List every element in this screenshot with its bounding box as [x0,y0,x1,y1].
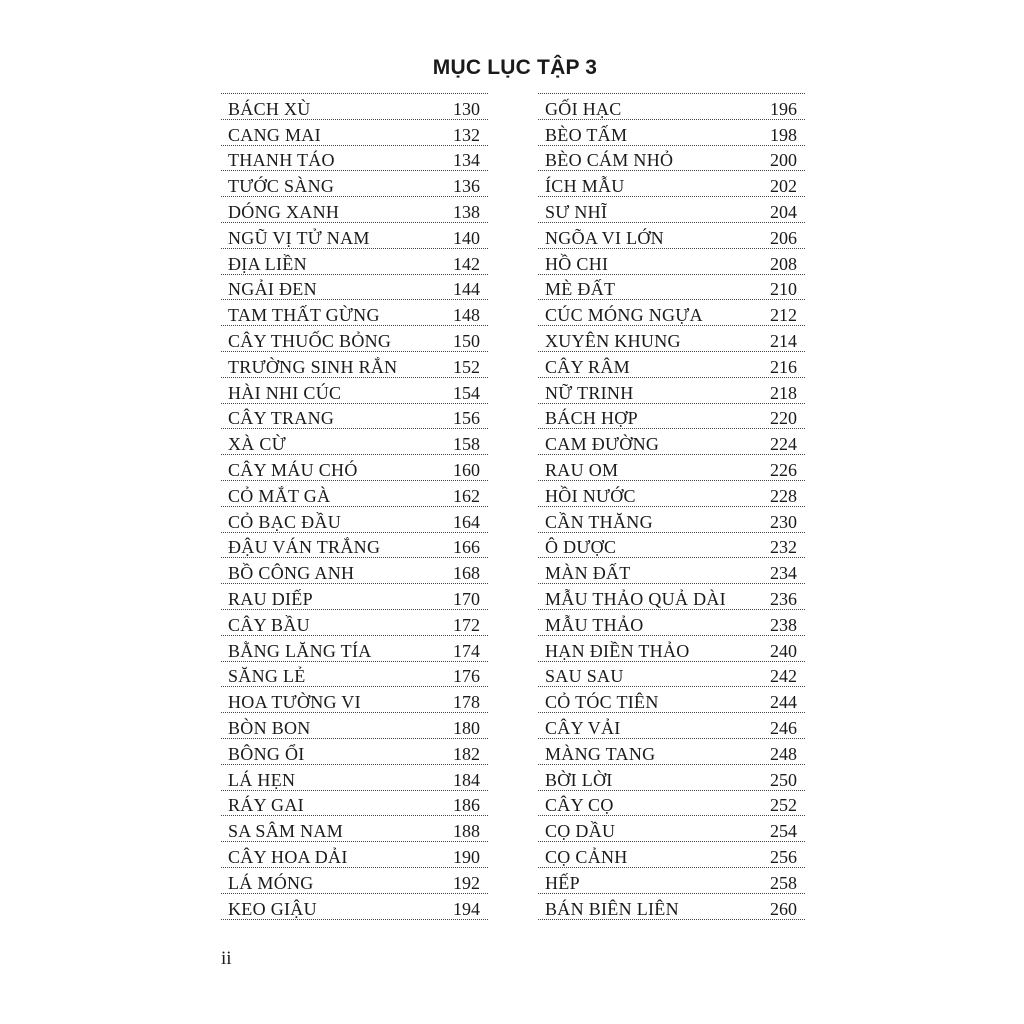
toc-entry-name: CÂY MÁU CHÓ [228,459,358,480]
toc-entry [221,558,488,584]
toc-entry [221,816,488,842]
toc-entry-name: ĐỊA LIỀN [228,253,307,274]
toc-entry [538,352,805,378]
toc-entry [221,120,488,146]
toc-entry-name: BỜI LỜI [545,769,613,790]
toc-entry [538,816,805,842]
toc-entry [538,610,805,636]
toc-entry-name: CỎ MẮT GÀ [228,485,331,506]
toc-entry-page: 166 [453,537,480,558]
toc-entry-name: BÁN BIÊN LIÊN [545,898,679,919]
toc-entry [538,94,805,120]
toc-entry [538,378,805,404]
toc-entry-name: CÂY TRANG [228,408,335,429]
toc-entry-page: 204 [770,201,797,222]
toc-entry-page: 174 [453,640,480,661]
toc-entry-page: 230 [770,511,797,532]
toc-entry [221,533,488,559]
toc-entry-page: 180 [453,717,480,738]
toc-entry [221,249,488,275]
toc-entry-name: ÍCH MẪU [545,176,625,197]
toc-entry-name: HỒI NƯỚC [545,485,636,506]
toc-entry [221,275,488,301]
toc-entry [538,842,805,868]
toc-entry-name: CỎ TÓC TIÊN [545,692,659,713]
toc-entry-page: 246 [770,717,797,738]
toc-entry [221,146,488,172]
toc-entry-name: MÀNG TANG [545,743,656,764]
toc-entry-name: RÁY GAI [228,795,304,816]
toc-entry [221,584,488,610]
toc-entry-name: MÈ ĐẤT [545,279,616,300]
toc-entry-page: 140 [453,227,480,248]
toc-entry-page: 220 [770,408,797,429]
toc-entry-name: SA SÂM NAM [228,821,344,842]
toc-left-column [221,93,488,920]
toc-entry-name: CÂY RÂM [545,356,630,377]
toc-entry-page: 244 [770,692,797,713]
toc-entry-name: HẾP [545,872,580,893]
toc-entry-page: 198 [770,124,797,145]
toc-entry [538,455,805,481]
toc-entry [538,429,805,455]
toc-entry-page: 148 [453,305,480,326]
toc-entry-name: SAU SAU [545,666,624,687]
toc-entry-name: NGŨ VỊ TỬ NAM [228,227,370,248]
toc-entry [538,120,805,146]
toc-entry-name: CỎ BẠC ĐẦU [228,511,342,532]
page-title: MỤC LỤC TẬP 3 [432,56,598,79]
toc-entry [221,662,488,688]
toc-entry-page: 228 [770,485,797,506]
toc-entry [538,223,805,249]
toc-entry [221,352,488,378]
toc-entry [221,223,488,249]
toc-entry-name: GỐI HẠC [545,98,622,119]
toc-entry-page: 252 [770,795,797,816]
toc-entry-page: 192 [453,872,480,893]
toc-entry [538,197,805,223]
toc-entry [221,429,488,455]
toc-entry-page: 242 [770,666,797,687]
toc-entry-page: 210 [770,279,797,300]
toc-entry-page: 158 [453,434,480,455]
toc-entry-name: NỮ TRINH [545,382,634,403]
toc-entry-page: 144 [453,279,480,300]
toc-entry [221,171,488,197]
toc-entry [221,94,488,120]
toc-entry [221,765,488,791]
toc-entry-name: SĂNG LẺ [228,666,306,687]
toc-entry [538,171,805,197]
toc-entry-name: CANG MAI [228,124,321,145]
toc-entry [538,584,805,610]
toc-entry [538,868,805,894]
toc-entry-name: CÂY VẢI [545,717,621,738]
toc-entry [221,197,488,223]
toc-entry-name: LÁ MÓNG [228,872,314,893]
toc-entry-name: RAU OM [545,459,619,480]
toc-entry-name: HỒ CHI [545,253,609,274]
toc-entry [538,326,805,352]
toc-entry [538,739,805,765]
toc-entry [221,507,488,533]
toc-entry-name: CÂY THUỐC BỎNG [228,330,392,351]
toc-entry-page: 136 [453,176,480,197]
toc-entry-page: 216 [770,356,797,377]
toc-entry-page: 172 [453,614,480,635]
toc-entry [221,455,488,481]
toc-entry-name: HOA TƯỜNG VI [228,692,361,713]
toc-entry-name: LÁ HẸN [228,769,296,790]
toc-entry-name: RAU DIẾP [228,588,313,609]
toc-entry [538,636,805,662]
toc-entry [221,300,488,326]
toc-entry-page: 190 [453,846,480,867]
toc-entry-name: HÀI NHI CÚC [228,382,342,403]
toc-entry-name: KEO GIẬU [228,898,317,919]
toc-entry-name: CAM ĐƯỜNG [545,434,660,455]
toc-entry [221,739,488,765]
toc-entry-page: 138 [453,201,480,222]
toc-entry-page: 218 [770,382,797,403]
toc-entry [221,868,488,894]
toc-entry-page: 206 [770,227,797,248]
toc-entry-name: NGÕA VI LỚN [545,227,664,248]
toc-entry-page: 132 [453,124,480,145]
toc-entry [538,404,805,430]
toc-entry-name: BÈO CÁM NHỎ [545,150,674,171]
toc-entry-page: 188 [453,821,480,842]
toc-entry-name: Ô DƯỢC [545,537,617,558]
toc-entry-page: 236 [770,588,797,609]
toc-entry-page: 170 [453,588,480,609]
toc-entry [538,533,805,559]
toc-entry [221,791,488,817]
toc-entry-page: 164 [453,511,480,532]
toc-entry-name: ĐẬU VÁN TRẮNG [228,537,381,558]
toc-entry-name: SƯ NHĨ [545,201,608,222]
toc-entry-page: 212 [770,305,797,326]
toc-entry-page: 256 [770,846,797,867]
toc-entry-page: 200 [770,150,797,171]
toc-entry-name: BÔNG ỔI [228,743,305,764]
toc-entry-page: 224 [770,434,797,455]
toc-entry-name: CÚC MÓNG NGỰA [545,305,703,326]
toc-entry [221,636,488,662]
toc-entry-name: HẠN ĐIỀN THẢO [545,640,690,661]
toc-entry-page: 250 [770,769,797,790]
toc-entry-name: BỒ CÔNG ANH [228,563,355,584]
toc-entry-page: 134 [453,150,480,171]
toc-entry-page: 154 [453,382,480,403]
toc-entry [221,404,488,430]
toc-entry-name: CẦN THĂNG [545,511,653,532]
toc-entry [538,481,805,507]
toc-entry [221,481,488,507]
toc-entry [538,791,805,817]
toc-entry-page: 260 [770,898,797,919]
toc-entry-name: TƯỚC SÀNG [228,176,335,197]
toc-entry-name: BÁCH HỢP [545,408,638,429]
toc-entry [221,894,488,920]
toc-entry-name: CỌ DẦU [545,821,616,842]
toc-entry-name: DÓNG XANH [228,201,340,222]
toc-entry-page: 178 [453,692,480,713]
toc-entry-name: MẪU THẢO QUẢ DÀI [545,588,726,609]
toc-entry [221,687,488,713]
toc-entry-name: XÀ CỪ [228,434,286,455]
toc-entry-name: BÈO TẤM [545,124,628,145]
toc-entry [538,713,805,739]
toc-entry [538,249,805,275]
toc-entry-page: 238 [770,614,797,635]
toc-entry-page: 214 [770,330,797,351]
toc-entry-name: BẰNG LĂNG TÍA [228,640,372,661]
toc-entry [538,662,805,688]
toc-entry-page: 248 [770,743,797,764]
toc-entry-name: TRƯỜNG SINH RẮN [228,356,398,377]
toc-entry [538,894,805,920]
toc-entry [221,378,488,404]
toc-entry-page: 184 [453,769,480,790]
toc-entry-page: 160 [453,459,480,480]
toc-entry-page: 162 [453,485,480,506]
toc-entry-page: 182 [453,743,480,764]
toc-entry [538,507,805,533]
toc-entry-page: 130 [453,98,480,119]
toc-entry-name: BÒN BON [228,717,311,738]
toc-entry-page: 168 [453,563,480,584]
toc-entry-page: 152 [453,356,480,377]
toc-entry-page: 240 [770,640,797,661]
toc-entry-page: 196 [770,98,797,119]
toc-entry-page: 258 [770,872,797,893]
toc-entry [221,842,488,868]
toc-entry-page: 142 [453,253,480,274]
toc-entry-page: 234 [770,563,797,584]
toc-entry-name: TAM THẤT GỪNG [228,305,380,326]
toc-entry [538,146,805,172]
toc-entry [538,765,805,791]
toc-entry-name: THANH TÁO [228,150,335,171]
toc-entry-name: MÀN ĐẤT [545,563,631,584]
toc-entry [221,326,488,352]
toc-entry-name: NGẢI ĐEN [228,279,317,300]
toc-entry-name: CÂY HOA DẢI [228,846,348,867]
toc-entry-page: 194 [453,898,480,919]
toc-entry-name: MẪU THẢO [545,614,644,635]
toc-entry-page: 232 [770,537,797,558]
toc-entry-page: 202 [770,176,797,197]
toc-entry [538,300,805,326]
toc-entry-page: 186 [453,795,480,816]
toc-entry-page: 176 [453,666,480,687]
toc-entry [221,610,488,636]
toc-entry-name: XUYÊN KHUNG [545,330,681,351]
toc-entry-page: 156 [453,408,480,429]
toc-entry-name: CÂY CỌ [545,795,614,816]
toc-entry [221,713,488,739]
toc-entry-page: 208 [770,253,797,274]
toc-entry-page: 150 [453,330,480,351]
toc-entry [538,558,805,584]
toc-entry-name: CỌ CẢNH [545,846,628,867]
toc-right-column [538,93,805,920]
toc-entry-name: CÂY BẦU [228,614,310,635]
toc-entry-name: BÁCH XÙ [228,98,311,119]
toc-entry-page: 254 [770,821,797,842]
toc-entry [538,275,805,301]
toc-entry-page: 226 [770,459,797,480]
page-number: ii [221,948,232,969]
toc-entry [538,687,805,713]
